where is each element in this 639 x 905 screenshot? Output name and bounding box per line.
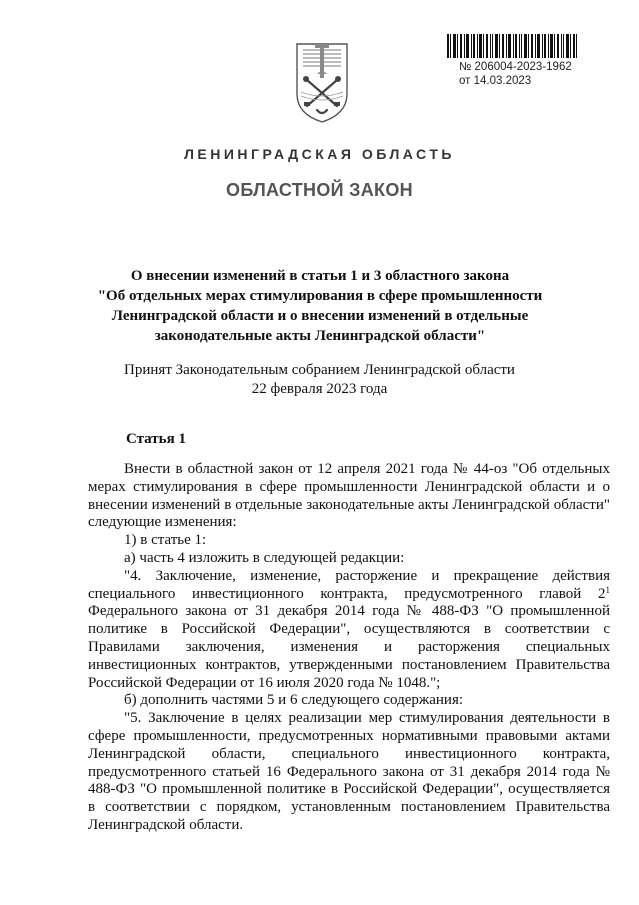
registration-date: от 14.03.2023: [459, 75, 532, 87]
coat-of-arms-emblem: [293, 40, 351, 124]
item-b: б) дополнить частями 5 и 6 следующего содержания:: [124, 692, 464, 709]
part-5-paragraph: "5. Заключение в целях реализации мер стимулирования деятельности в сфере промышленности, предусмотренных нормативными правовыми актами Ленинградской области, специального инвестиционного контракта, предусмотренного статьей 16 Федерального закона от 31 декабря 2014 года № 488-ФЗ "О промышленной политике в Российской Федерации", осуществляется в соответствии с порядком, установленным постановлением Правительства Ленинградской области.: [88, 710, 610, 833]
adoption-date: 22 февраля 2023 года: [251, 381, 388, 397]
law-type-heading: ОБЛАСТНОЙ ЗАКОН: [226, 180, 413, 200]
item-a: а) часть 4 изложить в следующей редакции:: [124, 549, 405, 566]
adoption-note: [0, 361, 639, 399]
registration-number: № 206004-2023-1962: [459, 61, 572, 73]
adoption-line: Принят Законодательным собранием Ленинградской области: [124, 362, 515, 378]
article-heading: Статья 1: [126, 431, 186, 447]
article-intro-paragraph: Внести в областной закон от 12 апреля 2021 года № 44-оз "Об отдельных мерах стимулирования в сфере промышленности Ленинградской области и о внесении изменений в отдельные законодательные акты Ленинградской области" следующие изменения:: [88, 461, 610, 531]
title-line: Ленинградской области и о внесении изменений в отдельные: [111, 308, 529, 324]
part-4-text-start: "4. Заключение, изменение, расторжение и прекращение действия специального инвестиционного контракта, предусмотренного главой 2: [88, 567, 610, 602]
part-4-paragraph: [88, 568, 610, 693]
barcode: [447, 34, 577, 58]
title-line: О внесении изменений в статьи 1 и 3 областного закона: [130, 268, 510, 284]
part-4-text-end: Федерального закона от 31 декабря 2014 года № 488-ФЗ "О промышленной политике в Российской Федерации", осуществляются в соответствии с Правилами заключения, изменения и расторжения специальных инвестиционных контрактов, утвержденными постановлением Правительства Российской Федерации от 16 июля 2020 года № 1048.";: [88, 603, 610, 691]
chapter-superscript: 1: [605, 584, 610, 595]
region-heading: ЛЕНИНГРАДСКАЯ ОБЛАСТЬ: [184, 146, 455, 162]
registration-block: [459, 60, 572, 88]
title-line: законодательные акты Ленинградской области": [154, 328, 486, 344]
law-title: [70, 266, 570, 346]
title-line: "Об отдельных мерах стимулирования в сфере промышленности: [97, 288, 543, 304]
article-body: [88, 461, 610, 835]
item-1: 1) в статье 1:: [124, 532, 207, 549]
